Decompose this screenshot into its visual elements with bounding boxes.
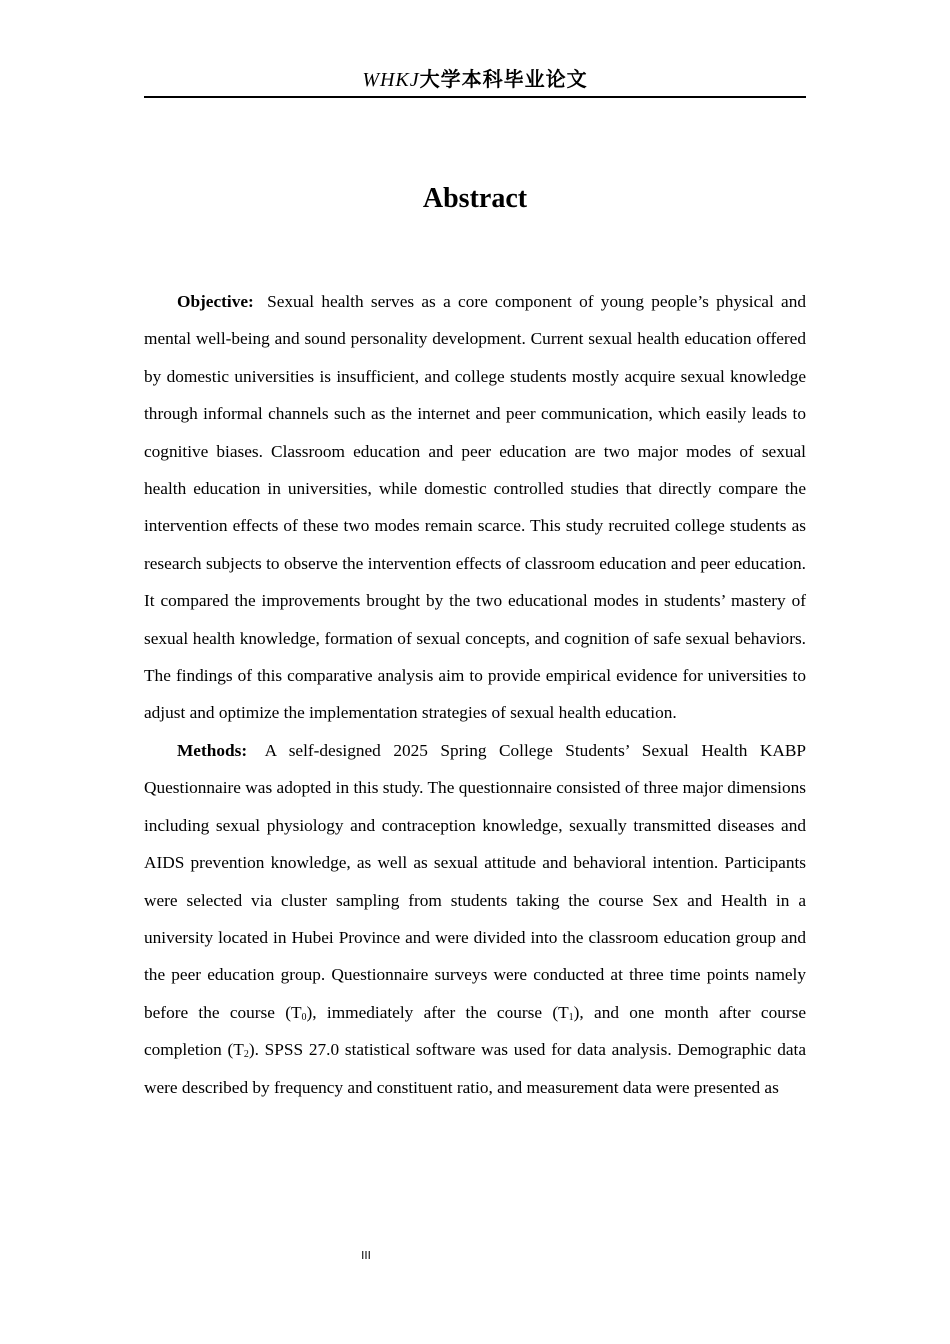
t0-subscript: 0 (301, 1011, 307, 1023)
header-cjk: 大学本科毕业论文 (419, 67, 588, 91)
objective-paragraph (144, 283, 806, 732)
page-title: Abstract (422, 183, 528, 214)
methods-text-1: A self-designed 2025 Spring College Students’ Sexual Health KABP Questionnaire was adopted in this study. The questionnaire consisted of three major dimensions including sexual physiology and contraception knowledge, sexually transmitted diseases and AIDS prevention knowledge, as well as sexual attitude and behavioral intention. Participants were selected via cluster sampling from students taking the course Sex and Health in a university located in Hubei Province and were divided into the classroom education group and the peer education group. Questionnaire surveys were conducted at three time points namely before the course ( (144, 740, 806, 1022)
t-symbol: T (558, 1002, 569, 1022)
t2-subscript: 2 (243, 1049, 249, 1061)
t-symbol: T (233, 1040, 244, 1060)
methods-label: Methods: (177, 740, 248, 760)
methods-text-3: ), and one month after course completion ( (144, 1002, 807, 1060)
t-symbol: T (290, 1002, 302, 1022)
abstract-body (144, 283, 806, 1106)
methods-text-2: ), immediately after the course ( (306, 1002, 559, 1022)
methods-paragraph (144, 732, 806, 1106)
methods-text-4: ). SPSS 27.0 statistical software was used for data analysis. Demographic data were described by frequency and constituent ratio, and measurement data were presented as (144, 1040, 806, 1097)
objective-text: Sexual health serves as a core component of young people’s physical and mental well-being and sound personality development. Current sexual health education offered by domestic universities is insufficient, and college students mostly acquire sexual knowledge through informal channels such as the internet and peer communication, which easily leads to cognitive biases. Classroom education and peer education are two major modes of sexual health education in universities, while domestic controlled studies that directly compare the intervention effects of these two modes remain scarce. This study recruited college students as research subjects to observe the intervention effects of classroom education and peer education. It compared the improvements brought by the two educational modes in students’ mastery of sexual health knowledge, formation of sexual concepts, and cognition of safe sexual behaviors. The findings of this comparative analysis aim to provide empirical evidence for universities to adjust and optimize the implementation strategies of sexual health education. (144, 292, 806, 723)
t1-subscript: 1 (568, 1011, 574, 1023)
running-header (144, 64, 806, 98)
header-latin: WHKJ (362, 69, 420, 91)
page-number: III (361, 1249, 371, 1262)
objective-label: Objective: (177, 292, 254, 311)
